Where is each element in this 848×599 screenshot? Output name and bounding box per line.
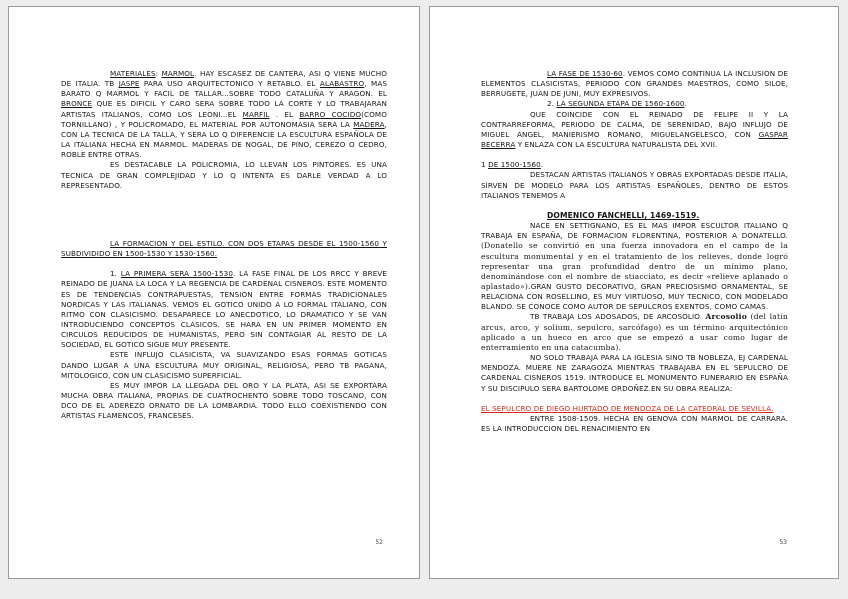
period-1500-1560-label: DE 1500-1560 <box>488 160 541 170</box>
fase-paragraph: LA FASE DE 1530-60. VEMOS COMO CONTINUA LA INCLUSION DE ELEMENTOS CLASICISTAS, PERIODO CON GRANDES MAESTROS, COMO SILOE, BERRUGETE, JUAN DE JUNI, MUY EXPRESIVOS. <box>481 69 788 99</box>
period-1500-1560-line: 1 DE 1500-1560. <box>481 160 544 170</box>
influjo-paragraph: ESTE INFLUJO CLASICISTA, VA SUAVIZANDO ESAS FORMAS GOTICAS DANDO LUGAR A UNA ESCULTURA MUY ORIGINAL, RELIGIOSA, PERO TB PAGANA, MITOLOGICO, CON UN CLASICISMO SUPERFICIAL. <box>61 350 387 380</box>
adosados-paragraph: TB TRABAJA LOS ADOSADOS, DE ARCOSOLIO. Arcosolio (del latín arcus, arco, y solium, sepulcro, sarcófago) es un término arquitectónico aplicado a un hueco en arco que se empezó a usar como lugar de enterramiento en una catacumba). <box>481 312 788 352</box>
entre-paragraph: ENTRE 1508-1509. HECHA EN GENOVA CON MARMOL DE CARRARA. ES LA INTRODUCCION DEL RENACIMIENTO EN <box>481 413 788 433</box>
iglesia-paragraph: NO SOLO TRABAJA PARA LA IGLESIA SINO TB NOBLEZA, EJ CARDENAL MENDOZA. MUERE NE ZARAGOZA MIENTRAS TRABAJABA EN EL SEPULCRO DE CARDENAL CISNEROS 1519. INTRODUCE EL MONUMENTO FUNERARIO EN ESPAÑA Y SU DISCIPULO SERA BARTOLOME ORDOÑEZ.EN SU OBRA REALIZA: <box>481 353 788 393</box>
segunda-etapa-line: 2. LA SEGUNDA ETAPA DE 1560-1600. <box>547 99 687 109</box>
formacion-heading: LA FORMACION Y DEL ESTILO. CON DOS ETAPAS DESDE EL 1500-1560 Y SUBDIVIDIDO EN 1500-1530 Y 1530-1560. <box>61 238 387 259</box>
fase-label: LA FASE DE 1530-60 <box>547 69 623 78</box>
primera-etapa-paragraph: 1. LA PRIMERA SERA 1500-1530. LA FASE FINAL DE LOS RRCC Y BREVE REINADO DE JUANA LA LOCA Y LA REGENCIA DE CARDENAL CISNEROS. ESTE MOMENTO ES DE TENDENCIAS CONTRAPUESTAS, TENSION ENTRE FORMAS TRADICIONALES NORDICAS Y LAS ITALIANAS. VEMOS EL GOTICO UNIDO A LO FORMAL ITALIANO, CON RITMO CON CLASICISMO. DESAPARECE LO ANECDOTICO, LO DRAMATICO Y SE VAN INTRODUCIENDO CONCEPTOS CLASICOS. SE HARA EN UN PRIMER MOMENTO EN CIRCULOS REDUCIDOS DE HUMANISTAS, PERO SIN CONTAGIAR AL RESTO DE LA SOCIEDAD, EL GOTICO SIGUE MUY PRESENTE. <box>61 269 387 350</box>
materiales-label: MATERIALES <box>110 69 156 78</box>
page-number: 53 <box>779 539 787 546</box>
page-body <box>61 69 387 422</box>
arcosolio-term: Arcosolio <box>705 312 747 322</box>
sepulcro-heading: EL SEPULCRO DE DIEGO HURTADO DE MENDOZA DE LA CATEDRAL DE SEVILLA. <box>481 403 774 413</box>
barro-cocido-term: BARRO COCIDO <box>299 109 362 119</box>
marfil-term: MARFIL <box>242 109 270 119</box>
bronce-term: BRONCE <box>61 99 93 109</box>
fanchelli-heading: DOMENICO FANCHELLI, 1469-1519. <box>547 210 700 220</box>
jaspe-term: JASPE <box>118 79 140 89</box>
segunda-etapa-label: LA SEGUNDA ETAPA DE 1560-1600 <box>556 99 685 109</box>
gaspar-becerra-term: GASPAR BECERRA <box>481 129 788 150</box>
primera-etapa-label: LA PRIMERA SERA 1500-1530 <box>120 269 233 279</box>
page-body <box>481 69 788 434</box>
page-number: 52 <box>375 539 383 546</box>
marmol-term: MARMOL <box>161 69 195 78</box>
alabastro-term: ALABASTRO <box>319 79 365 89</box>
policromia-paragraph: ES DESTACABLE LA POLICROMIA, LO LLEVAN LOS PINTORES. ES UNA TECNICA DE GRAN COMPLEJIDAD Y LO Q INTENTA ES DARLE VERDAD A LO REPRESENTADO. <box>61 160 387 190</box>
document-page-left <box>8 6 420 579</box>
nace-paragraph: NACE EN SETTIGNANO, ES EL MAS IMPOR ESCULTOR ITALIANO Q TRABAJA EN ESPAÑA, DE FORMACION FLORENTINA, POSTERIOR A DONATELLO. (Donatello se convirtió en una fuerza innovadora en el campo de la escultura monumental y en el tratamiento de los relieves, donde logró representar una gran profundidad dentro de un mínimo plano, denominándose con el nombre de stiacciato, es decir «relieve aplanado o aplastado»).GRAN GUSTO DECORATIVO, GRAN PRECIOSISMO ORNAMENTAL, SE RELACIONA CON ROSELLINO, ES MUY VIRTUOSO, MUY TECNICO, CON MODELADO BLANDO. SE CONOCE COMO AUTOR DE SEPULCROS EXENTOS, COMO CAMAS. <box>481 221 788 312</box>
oro-plata-paragraph: ES MUY IMPOR LA LLEGADA DEL ORO Y LA PLATA, ASI SE EXPORTARA MUCHA OBRA ITALIANA, PROPIAS DE CUATROCHENTO SOBRE TODO TOSCANO, CON DCO DE EL ADEREZO ORNATO DE LA LOMBARDIA. TODO ELLO COEXISTIENDO CON ARTISTAS FLAMENCOS, FRANCESES. <box>61 380 387 421</box>
document-page-right <box>429 6 839 579</box>
materiales-paragraph: MATERIALES: MARMOL. HAY ESCASEZ DE CANTERA, ASI Q VIENE MUCHO DE ITALIA. TB JASPE PARA USO ARQUITECTONICO Y RETABLO. EL ALABASTRO, MAS BARATO Q MARMOL Y FACIL DE TALLAR...SOBRE TODO CATALUÑA Y ARAGON. EL BRONCE QUE ES DIFICIL Y CARO SERA SOBRE TODO LA CORTE Y LO TRABAJARAN ARTISTAS ITALIANOS, COMO LOS LEONI...EL MARFIL . EL BARRO COCIDO(COMO TORNILLANO) , Y POLICROMADO, EL MATERIAL POR AUTONOMASIA SERA LA MADERA, CON LA TECNICA DE LA TALLA, Y SERA LO Q DIFERENCIE LA ESCULTURA ESPAÑOLA DE LA ITALIANA HECHA EN MARMOL. MADERAS DE NOGAL, DE PINO, CEREZO O CEDRO, ROBLE ENTRE OTRAS. <box>61 69 388 160</box>
contrarreforma-paragraph: QUE COINCIDE CON EL REINADO DE FELIPE II Y LA CONTRARREFORMA, PERIODO DE CALMA, DE SERENIDAD, BAJO INFLUJO DE MIGUEL ANGEL, MANIERISMO ROMANO, MIGUELANGELESCO, CON GASPAR BECERRA Y ENLAZA CON LA ESCULTURA NATURALISTA DEL XVII. <box>481 109 788 150</box>
madera-term: MADERA <box>353 119 385 129</box>
destacan-paragraph: DESTACAN ARTISTAS ITALIANOS Y OBRAS EXPORTADAS DESDE ITALIA, SIRVEN DE MODELO PARA LOS ARTISTAS ESPAÑOLES, DENTRO DE ESTOS ITALIANOS TENEMOS A <box>481 170 788 200</box>
